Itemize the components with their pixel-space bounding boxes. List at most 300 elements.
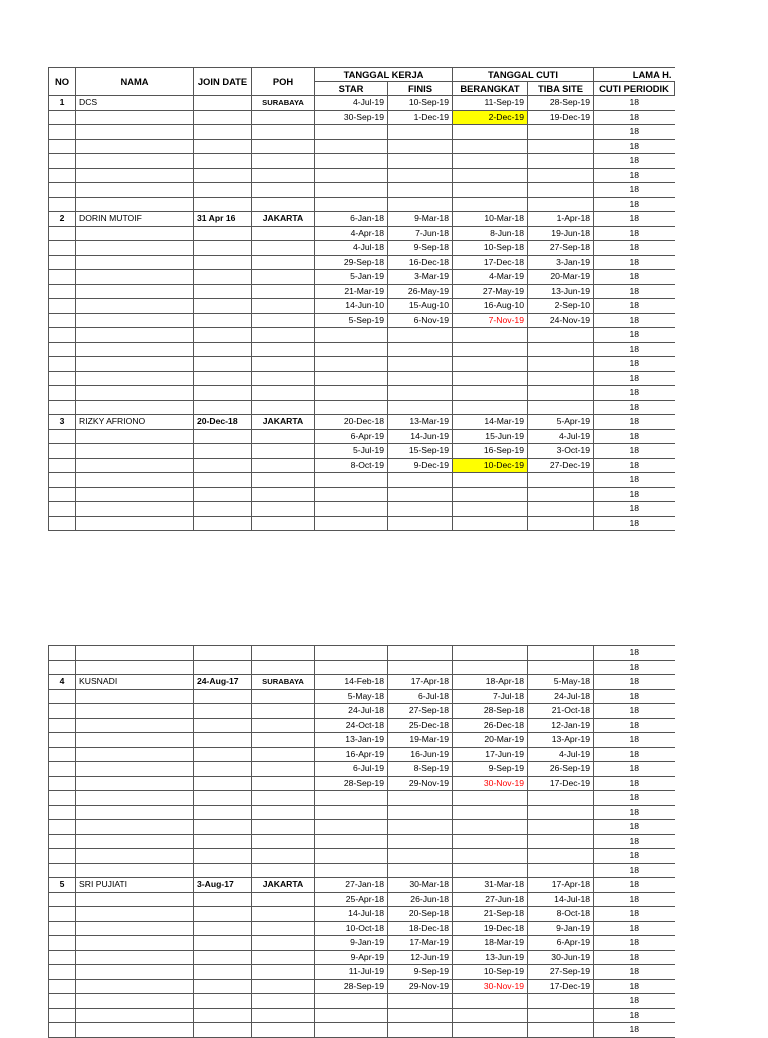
table-row <box>49 96 675 111</box>
table-row <box>49 776 675 791</box>
finis-cell <box>388 139 453 154</box>
no-cell <box>49 849 76 864</box>
cuti-periodik-cell: 18 <box>594 994 675 1009</box>
tiba-site-cell <box>528 516 594 531</box>
tiba-site-cell <box>528 125 594 140</box>
leave-departure-date: 30-Nov-19 <box>453 776 528 791</box>
employee-no: 3 <box>49 415 76 430</box>
cuti-periodik-cell: 18 <box>594 502 675 517</box>
finis-cell <box>388 400 453 415</box>
tiba-site-cell <box>528 386 594 401</box>
no-cell <box>49 965 76 980</box>
no-cell <box>49 255 76 270</box>
cuti-periodik-cell: 18 <box>594 820 675 835</box>
no-cell <box>49 776 76 791</box>
finis-cell <box>388 1008 453 1023</box>
poh-cell <box>252 502 315 517</box>
poh-cell <box>252 863 315 878</box>
no-cell <box>49 1008 76 1023</box>
poh-cell <box>252 776 315 791</box>
poh-cell <box>252 834 315 849</box>
cuti-periodik-days: 18 <box>594 965 675 980</box>
join-date-cell <box>194 965 252 980</box>
cuti-periodik-cell: 18 <box>594 139 675 154</box>
table-row <box>49 863 675 878</box>
table-row <box>49 849 675 864</box>
star-cell <box>315 660 388 675</box>
no-cell <box>49 183 76 198</box>
nama-cell <box>76 660 194 675</box>
arrival-site-date: 27-Dec-19 <box>528 458 594 473</box>
poh-cell <box>252 936 315 951</box>
table-row <box>49 415 675 430</box>
star-cell <box>315 849 388 864</box>
poh-cell <box>252 704 315 719</box>
poh-cell <box>252 168 315 183</box>
header-lama: LAMA H. <box>594 68 675 82</box>
nama-cell <box>76 646 194 661</box>
arrival-site-date: 19-Jun-18 <box>528 226 594 241</box>
tiba-site-cell <box>528 371 594 386</box>
work-start-date: 5-May-18 <box>315 689 388 704</box>
join-date-cell <box>194 342 252 357</box>
arrival-site-date: 8-Oct-18 <box>528 907 594 922</box>
nama-cell <box>76 139 194 154</box>
cuti-periodik-days: 18 <box>594 212 675 227</box>
table-row <box>49 994 675 1009</box>
nama-cell <box>76 1008 194 1023</box>
tiba-site-cell <box>528 154 594 169</box>
table-row <box>49 400 675 415</box>
finis-cell <box>388 371 453 386</box>
table-row <box>49 660 675 675</box>
no-cell <box>49 936 76 951</box>
cuti-periodik-days: 18 <box>594 299 675 314</box>
work-start-date: 8-Oct-19 <box>315 458 388 473</box>
work-start-date: 29-Sep-18 <box>315 255 388 270</box>
no-cell <box>49 197 76 212</box>
table-row <box>49 762 675 777</box>
berangkat-cell <box>453 805 528 820</box>
table-row <box>49 270 675 285</box>
join-date-cell <box>194 820 252 835</box>
leave-departure-date: 9-Sep-19 <box>453 762 528 777</box>
cuti-periodik-cell: 18 <box>594 168 675 183</box>
work-finish-date: 9-Dec-19 <box>388 458 453 473</box>
work-finish-date: 10-Sep-19 <box>388 96 453 111</box>
star-cell <box>315 125 388 140</box>
berangkat-cell <box>453 1008 528 1023</box>
point-of-hire: SURABAYA <box>252 675 315 690</box>
finis-cell <box>388 820 453 835</box>
work-start-date: 5-Jul-19 <box>315 444 388 459</box>
cuti-periodik-cell: 18 <box>594 386 675 401</box>
table-row <box>49 805 675 820</box>
cuti-periodik-cell: 18 <box>594 1008 675 1023</box>
table-row <box>49 907 675 922</box>
join-date-cell <box>194 849 252 864</box>
work-finish-date: 9-Mar-18 <box>388 212 453 227</box>
no-cell <box>49 444 76 459</box>
join-date-cell <box>194 1008 252 1023</box>
cuti-periodik-days: 18 <box>594 255 675 270</box>
nama-cell <box>76 502 194 517</box>
berangkat-cell <box>453 994 528 1009</box>
cuti-periodik-cell: 18 <box>594 328 675 343</box>
tiba-site-cell <box>528 791 594 806</box>
leave-departure-date: 28-Sep-18 <box>453 704 528 719</box>
tiba-site-cell <box>528 646 594 661</box>
work-finish-date: 25-Dec-18 <box>388 718 453 733</box>
poh-cell <box>252 718 315 733</box>
poh-cell <box>252 444 315 459</box>
nama-cell <box>76 704 194 719</box>
work-finish-date: 8-Sep-19 <box>388 762 453 777</box>
join-date-cell <box>194 892 252 907</box>
cuti-periodik-days: 18 <box>594 936 675 951</box>
cuti-periodik-days: 18 <box>594 979 675 994</box>
finis-cell <box>388 487 453 502</box>
table-row <box>49 342 675 357</box>
cuti-periodik-days: 18 <box>594 444 675 459</box>
join-date-cell <box>194 994 252 1009</box>
table-row <box>49 892 675 907</box>
table-row <box>49 965 675 980</box>
tiba-site-cell <box>528 820 594 835</box>
tiba-site-cell <box>528 660 594 675</box>
berangkat-cell <box>453 849 528 864</box>
arrival-site-date: 3-Oct-19 <box>528 444 594 459</box>
table-row <box>49 183 675 198</box>
no-cell <box>49 357 76 372</box>
join-date: 24-Aug-17 <box>194 675 252 690</box>
cuti-periodik-days: 18 <box>594 762 675 777</box>
no-cell <box>49 342 76 357</box>
table-row <box>49 357 675 372</box>
nama-cell <box>76 733 194 748</box>
work-start-date: 14-Jul-18 <box>315 907 388 922</box>
work-start-date: 9-Jan-19 <box>315 936 388 951</box>
tiba-site-cell <box>528 342 594 357</box>
berangkat-cell <box>453 473 528 488</box>
cuti-periodik-days: 18 <box>594 110 675 125</box>
no-cell <box>49 139 76 154</box>
table-row <box>49 473 675 488</box>
work-finish-date: 3-Mar-19 <box>388 270 453 285</box>
no-cell <box>49 371 76 386</box>
table-row <box>49 950 675 965</box>
cuti-periodik-days: 18 <box>594 718 675 733</box>
join-date-cell <box>194 921 252 936</box>
table-row <box>49 154 675 169</box>
tiba-site-cell <box>528 805 594 820</box>
work-start-date: 21-Mar-19 <box>315 284 388 299</box>
arrival-site-date: 2-Sep-10 <box>528 299 594 314</box>
arrival-site-date: 24-Nov-19 <box>528 313 594 328</box>
header-tanggal-kerja: TANGGAL KERJA <box>315 68 453 82</box>
arrival-site-date: 17-Dec-19 <box>528 979 594 994</box>
poh-cell <box>252 892 315 907</box>
poh-cell <box>252 849 315 864</box>
nama-cell <box>76 255 194 270</box>
leave-departure-date: 4-Mar-19 <box>453 270 528 285</box>
leave-departure-date: 10-Mar-18 <box>453 212 528 227</box>
poh-cell <box>252 762 315 777</box>
poh-cell <box>252 921 315 936</box>
join-date: 31 Apr 16 <box>194 212 252 227</box>
nama-cell <box>76 386 194 401</box>
star-cell <box>315 994 388 1009</box>
leave-schedule-table <box>48 67 675 531</box>
join-date-cell <box>194 487 252 502</box>
poh-cell <box>252 154 315 169</box>
star-cell <box>315 791 388 806</box>
table-row <box>49 733 675 748</box>
nama-cell <box>76 950 194 965</box>
poh-cell <box>252 473 315 488</box>
star-cell <box>315 357 388 372</box>
work-finish-date: 6-Jul-18 <box>388 689 453 704</box>
poh-cell <box>252 689 315 704</box>
join-date-cell <box>194 400 252 415</box>
star-cell <box>315 834 388 849</box>
arrival-site-date: 26-Sep-19 <box>528 762 594 777</box>
poh-cell <box>252 226 315 241</box>
arrival-site-date: 17-Apr-18 <box>528 878 594 893</box>
star-cell <box>315 168 388 183</box>
work-start-date: 4-Jul-18 <box>315 241 388 256</box>
arrival-site-date: 12-Jan-19 <box>528 718 594 733</box>
cuti-periodik-cell: 18 <box>594 863 675 878</box>
berangkat-cell <box>453 1023 528 1038</box>
work-start-date: 14-Jun-10 <box>315 299 388 314</box>
header-poh: POH <box>252 68 315 96</box>
work-start-date: 28-Sep-19 <box>315 979 388 994</box>
leave-departure-date: 18-Apr-18 <box>453 675 528 690</box>
cuti-periodik-days: 18 <box>594 689 675 704</box>
join-date-cell <box>194 733 252 748</box>
leave-departure-date: 17-Jun-19 <box>453 747 528 762</box>
join-date-cell <box>194 371 252 386</box>
join-date-cell <box>194 458 252 473</box>
finis-cell <box>388 516 453 531</box>
no-cell <box>49 718 76 733</box>
no-cell <box>49 747 76 762</box>
nama-cell <box>76 473 194 488</box>
table-row <box>49 444 675 459</box>
nama-cell <box>76 820 194 835</box>
nama-cell <box>76 299 194 314</box>
tiba-site-cell <box>528 502 594 517</box>
nama-cell <box>76 125 194 140</box>
cuti-periodik-days: 18 <box>594 733 675 748</box>
berangkat-cell <box>453 371 528 386</box>
join-date-cell <box>194 328 252 343</box>
berangkat-cell <box>453 400 528 415</box>
poh-cell <box>252 357 315 372</box>
arrival-site-date: 27-Sep-19 <box>528 965 594 980</box>
leave-departure-date: 18-Mar-19 <box>453 936 528 951</box>
cuti-periodik-days: 18 <box>594 907 675 922</box>
header-tanggal-cuti: TANGGAL CUTI <box>453 68 594 82</box>
table-row <box>49 110 675 125</box>
work-start-date: 6-Jul-19 <box>315 762 388 777</box>
finis-cell <box>388 849 453 864</box>
work-start-date: 25-Apr-18 <box>315 892 388 907</box>
table-row <box>49 313 675 328</box>
finis-cell <box>388 473 453 488</box>
no-cell <box>49 646 76 661</box>
work-finish-date: 14-Jun-19 <box>388 429 453 444</box>
leave-departure-date: 10-Dec-19 <box>453 458 528 473</box>
nama-cell <box>76 241 194 256</box>
leave-departure-date: 30-Nov-19 <box>453 979 528 994</box>
work-start-date: 24-Jul-18 <box>315 704 388 719</box>
finis-cell <box>388 994 453 1009</box>
star-cell <box>315 1023 388 1038</box>
nama-cell <box>76 357 194 372</box>
poh-cell <box>252 487 315 502</box>
nama-cell <box>76 197 194 212</box>
poh-cell <box>252 747 315 762</box>
join-date-cell <box>194 646 252 661</box>
table-row <box>49 502 675 517</box>
join-date-cell <box>194 791 252 806</box>
nama-cell <box>76 791 194 806</box>
employee-name: SRI PUJIATI <box>76 878 194 893</box>
table-row <box>49 936 675 951</box>
star-cell <box>315 487 388 502</box>
star-cell <box>315 820 388 835</box>
star-cell <box>315 154 388 169</box>
table-row <box>49 371 675 386</box>
join-date-cell <box>194 805 252 820</box>
table-row <box>49 429 675 444</box>
star-cell <box>315 371 388 386</box>
nama-cell <box>76 458 194 473</box>
finis-cell <box>388 646 453 661</box>
table-row <box>49 646 675 661</box>
finis-cell <box>388 805 453 820</box>
leave-schedule-sheet-bottom <box>48 645 674 1038</box>
join-date-cell <box>194 125 252 140</box>
tiba-site-cell <box>528 994 594 1009</box>
table-row <box>49 675 675 690</box>
join-date-cell <box>194 936 252 951</box>
join-date-cell <box>194 950 252 965</box>
star-cell <box>315 197 388 212</box>
join-date-cell <box>194 834 252 849</box>
employee-name: KUSNADI <box>76 675 194 690</box>
header-star: STAR <box>315 82 388 96</box>
cuti-periodik-days: 18 <box>594 284 675 299</box>
join-date-cell <box>194 357 252 372</box>
work-finish-date: 16-Dec-18 <box>388 255 453 270</box>
join-date-cell <box>194 110 252 125</box>
header-tiba-site: TIBA SITE <box>528 82 594 96</box>
no-cell <box>49 125 76 140</box>
poh-cell <box>252 255 315 270</box>
nama-cell <box>76 762 194 777</box>
work-start-date: 11-Jul-19 <box>315 965 388 980</box>
no-cell <box>49 386 76 401</box>
work-start-date: 13-Jan-19 <box>315 733 388 748</box>
nama-cell <box>76 965 194 980</box>
join-date-cell <box>194 313 252 328</box>
table-row <box>49 878 675 893</box>
join-date-cell <box>194 718 252 733</box>
no-cell <box>49 660 76 675</box>
table-row <box>49 168 675 183</box>
table-row <box>49 255 675 270</box>
finis-cell <box>388 863 453 878</box>
table-row <box>49 689 675 704</box>
work-start-date: 6-Jan-18 <box>315 212 388 227</box>
finis-cell <box>388 357 453 372</box>
employee-name: RIZKY AFRIONO <box>76 415 194 430</box>
cuti-periodik-cell: 18 <box>594 357 675 372</box>
join-date-cell <box>194 473 252 488</box>
star-cell <box>315 646 388 661</box>
cuti-periodik-days: 18 <box>594 226 675 241</box>
poh-cell <box>252 284 315 299</box>
work-finish-date: 9-Sep-18 <box>388 241 453 256</box>
work-start-date: 16-Apr-19 <box>315 747 388 762</box>
no-cell <box>49 762 76 777</box>
cuti-periodik-cell: 18 <box>594 1023 675 1038</box>
finis-cell <box>388 791 453 806</box>
table-row <box>49 212 675 227</box>
work-finish-date: 9-Sep-19 <box>388 965 453 980</box>
finis-cell <box>388 1023 453 1038</box>
point-of-hire: JAKARTA <box>252 878 315 893</box>
join-date: 3-Aug-17 <box>194 878 252 893</box>
nama-cell <box>76 284 194 299</box>
star-cell <box>315 183 388 198</box>
poh-cell <box>252 241 315 256</box>
nama-cell <box>76 313 194 328</box>
cuti-periodik-cell: 18 <box>594 400 675 415</box>
leave-schedule-sheet-top <box>48 67 674 531</box>
table-row <box>49 834 675 849</box>
no-cell <box>49 458 76 473</box>
nama-cell <box>76 516 194 531</box>
berangkat-cell <box>453 183 528 198</box>
join-date-cell <box>194 270 252 285</box>
employee-name: DORIN MUTOIF <box>76 212 194 227</box>
work-finish-date: 26-Jun-18 <box>388 892 453 907</box>
work-finish-date: 12-Jun-19 <box>388 950 453 965</box>
cuti-periodik-cell: 18 <box>594 646 675 661</box>
star-cell <box>315 386 388 401</box>
arrival-site-date: 24-Jul-18 <box>528 689 594 704</box>
poh-cell <box>252 110 315 125</box>
table-row <box>49 791 675 806</box>
finis-cell <box>388 328 453 343</box>
work-start-date: 30-Sep-19 <box>315 110 388 125</box>
cuti-periodik-days: 18 <box>594 704 675 719</box>
table-row <box>49 197 675 212</box>
point-of-hire: JAKARTA <box>252 212 315 227</box>
cuti-periodik-days: 18 <box>594 878 675 893</box>
nama-cell <box>76 979 194 994</box>
cuti-periodik-days: 18 <box>594 892 675 907</box>
leave-departure-date: 7-Nov-19 <box>453 313 528 328</box>
join-date-cell <box>194 502 252 517</box>
cuti-periodik-days: 18 <box>594 776 675 791</box>
star-cell <box>315 473 388 488</box>
star-cell <box>315 863 388 878</box>
